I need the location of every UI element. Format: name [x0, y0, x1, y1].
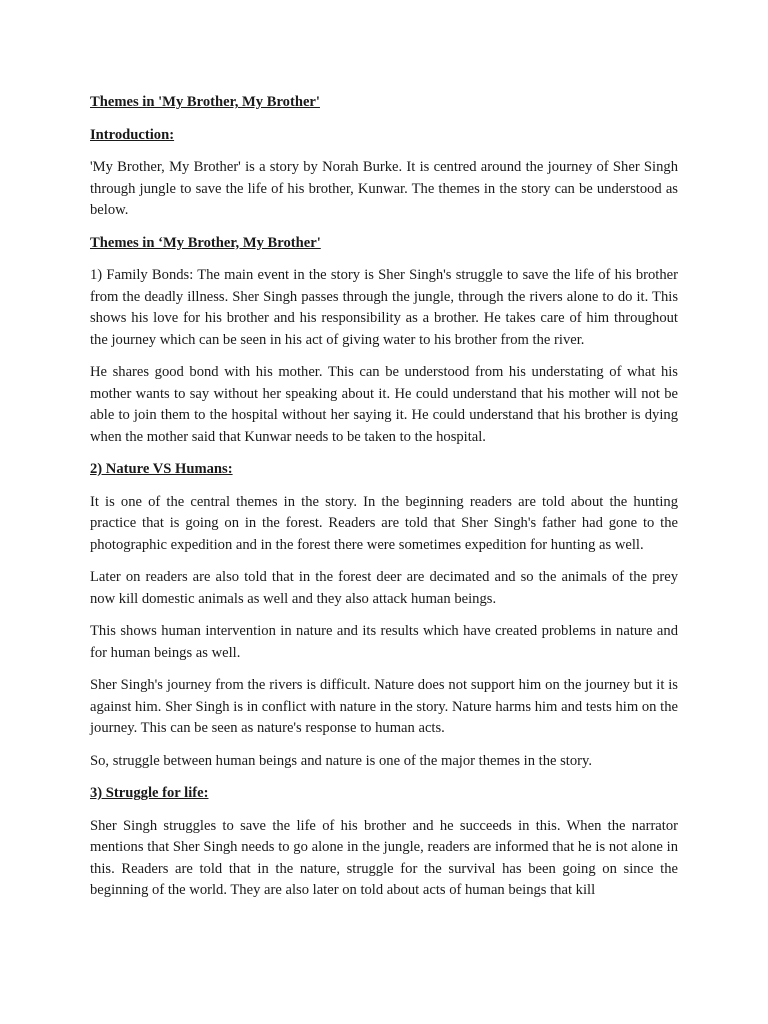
nature-paragraph-2: Later on readers are also told that in the forest deer are decimated and so the animals of the prey now kill domestic animals as well and they also attack human beings.: [90, 569, 678, 607]
nature-paragraph-3: This shows human intervention in nature and its results which have created problems in nature and for human beings as well.: [90, 623, 678, 661]
introduction-paragraph: 'My Brother, My Brother' is a story by Norah Burke. It is centred around the journey of Sher Singh through jungle to save the life of his brother, Kunwar. The themes in the story can be understood as below.: [90, 159, 678, 218]
nature-paragraph-4: Sher Singh's journey from the rivers is difficult. Nature does not support him on the journey but it is against him. Sher Singh is in conflict with nature in the story. Nature harms him and tests him on the journey. This can be seen as nature's response to human acts.: [90, 677, 678, 736]
document-page: [90, 92, 678, 913]
introduction-heading: Introduction:: [90, 126, 175, 143]
document-title: Themes in 'My Brother, My Brother': [90, 94, 320, 110]
family-bonds-paragraph-2: He shares good bond with his mother. This can be understood from his understating of what his mother wants to say without her speaking about it. He could understand that his mother will not be able to join them to the hospital without her saying it. He could understand that his brother is dying when the mother said that Kunwar needs to be taken to the hospital.: [90, 364, 678, 445]
struggle-paragraph-1: Sher Singh struggles to save the life of his brother and he succeeds in this. When the narrator mentions that Sher Singh needs to go alone in the jungle, readers are informed that he is not alone in this. Readers are told that in the nature, struggle for the survival has been going on since the beginning of the world. They are also later on told about acts of human beings that kill: [90, 817, 678, 898]
nature-paragraph-1: It is one of the central themes in the story. In the beginning readers are told about the hunting practice that is going on in the forest. Readers are told that Sher Singh's father had gone to the photographic expedition and in the forest there were sometimes expedition for hunting as well.: [90, 493, 678, 553]
nature-vs-humans-heading: 2) Nature VS Humans:: [90, 461, 233, 477]
family-bonds-paragraph-1: 1) Family Bonds: The main event in the story is Sher Singh's struggle to save the life of his brother from the deadly illness. Sher Singh passes through the jungle, through the rivers alone to do it. This shows his love for his brother and his responsibility as a brother. He takes care of him throughout the journey which can be seen in his act of giving water to his brother from the river.: [90, 267, 678, 348]
themes-heading: Themes in ‘My Brother, My Brother': [90, 234, 321, 251]
nature-paragraph-5: So, struggle between human beings and nature is one of the major themes in the story.: [90, 752, 593, 769]
struggle-for-life-heading: 3) Struggle for life:: [90, 785, 209, 801]
